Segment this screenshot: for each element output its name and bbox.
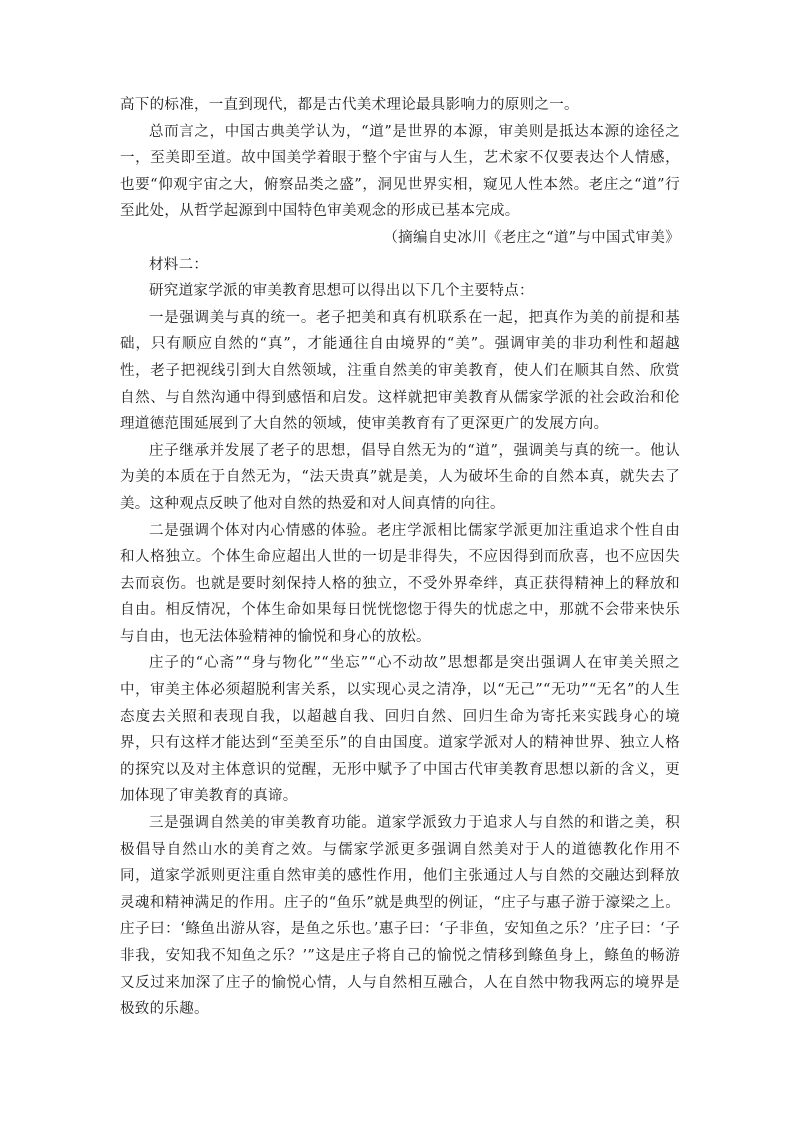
paragraph: 一是强调美与真的统一。老子把美和真有机联系在一起，把真作为美的前提和基础，只有顺应自然的“真”，才能通往自由境界的“美”。强调审美的非功利性和超越性，老子把视线引到大自然领域，注重自然美的审美教育，使人们在顺其自然、欣赏自然、与自然沟通中得到感悟和启发。这样就把审美教育从儒家学派的社会政治和伦理道德范围延展到了大自然的领域，使审美教育有了更深更广的发展方向。 [120,309,680,433]
paragraph: 庄子的“心斋”“身与物化”“坐忘”“心不动故”思想都是突出强调人在审美关照之中，审美主体必须超脱利害关系，以实现心灵之清净，以“无己”“无功”“无名”的人生态度去关照和表现自我，以超越自我、回归自然、回归生命为寄托来实践身心的境界，只有这样才能达到“至美至乐”的自由国度。道家学派对人的精神世界、独立人格的探究以及对主体意识的觉醒，无形中赋予了中国古代审美教育思想以新的含义，更加体现了审美教育的真谛。 [120,655,680,805]
paragraph: 总而言之，中国古典美学认为，“道”是世界的本源，审美则是抵达本源的途径之一，至美即至道。故中国美学着眼于整个宇宙与人生，艺术家不仅要表达个人情感，也要“仰观宇宙之大，俯察品类之盛”，洞见世界实相，窥见人性本然。老庄之“道”行至此处，从哲学起源到中国特色审美观念的形成已基本完成。 [120,123,680,220]
document-body [120,92,680,1023]
source-citation: （摘编自史冰川《老庄之“道”与中国式审美》 [383,229,680,246]
paragraph: 研究道家学派的审美教育思想可以得出以下几个主要特点： [149,283,534,300]
paragraph: 三是强调自然美的审美教育功能。道家学派致力于追求人与自然的和谐之美，积极倡导自然山水的美育之效。与儒家学派更多强调自然美对于人的道德教化作用不同，道家学派则更注重自然审美的感性作用，他们主张通过人与自然的交融达到释放灵魂和精神满足的作用。庄子的“鱼乐”就是典型的例证，“庄子与惠子游于濠梁之上。庄子曰：‘鲦鱼出游从容，是鱼之乐也。’惠子曰：‘子非鱼，安知鱼之乐？’庄子曰：‘子非我，安知我不知鱼之乐？’”这是庄子将自己的愉悦之情移到鲦鱼身上，鲦鱼的畅游又反过来加深了庄子的愉悦心情，人与自然相互融合，人在自然中物我两忘的境界是极致的乐趣。 [120,815,680,1018]
paragraph: 二是强调个体对内心情感的体验。老庄学派相比儒家学派更加注重追求个性自由和人格独立。个体生命应超出人世的一切是非得失，不应因得到而欣喜，也不应因失去而哀伤。也就是要时刻保持人格的独立，不受外界牵绊，真正获得精神上的释放和自由。相反情况，个体生命如果每日恍恍惚惚于得失的忧虑之中，那就不会带来快乐与自由，也无法体验精神的愉悦和身心的放松。 [120,522,680,645]
paragraph: 庄子继承并发展了老子的思想，倡导自然无为的“道”，强调美与真的统一。他认为美的本质在于自然无为，“法天贵真”就是美，人为破坏生命的自然本真，就失去了美。这种观点反映了他对自然的热爱和对人间真情的向往。 [120,442,680,512]
section-heading: 材料二： [149,256,209,273]
paragraph: 高下的标准，一直到现代，都是古代美术理论最具影响力的原则之一。 [120,97,579,113]
